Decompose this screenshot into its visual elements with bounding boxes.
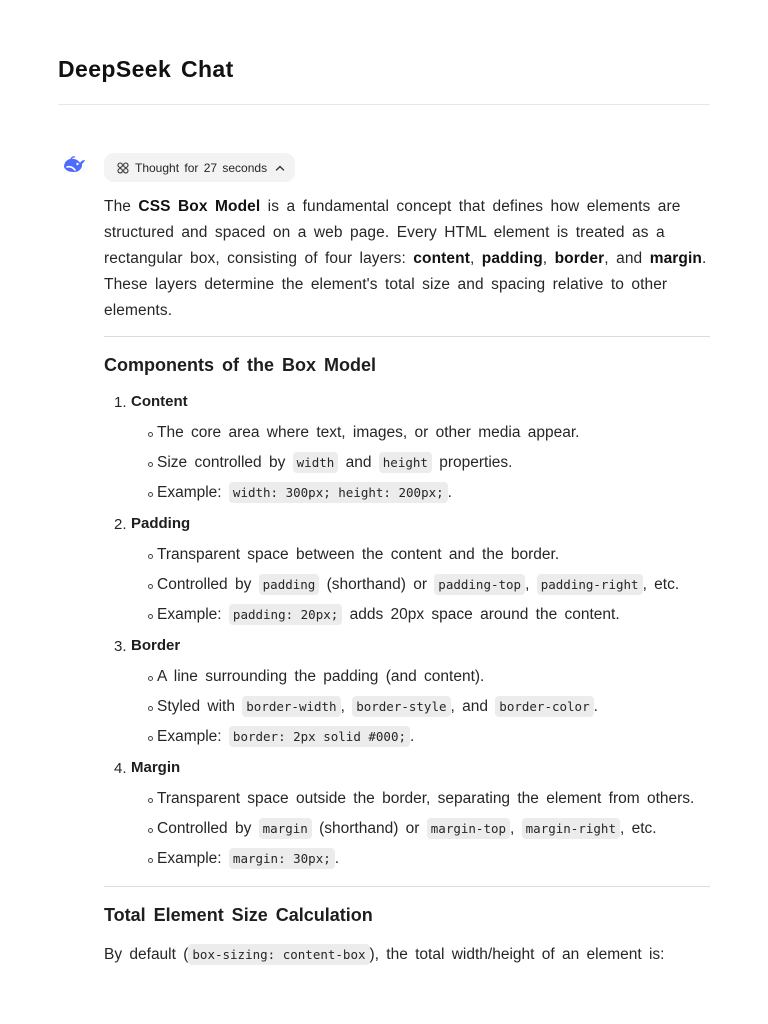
text-segment: . These layers determine the element's total size and spacing relative to other elements. xyxy=(104,250,707,319)
bullet-item xyxy=(104,692,710,722)
inline-code: height xyxy=(379,452,432,473)
chevron-up-icon xyxy=(275,164,285,172)
inline-code: margin: 30px; xyxy=(229,848,335,869)
text-segment: , and xyxy=(450,698,496,715)
text-segment: is a fundamental concept that defines how elements are structured and spaced on a web page. Every HTML element is treated as a rectangular box, consisting of four layers: xyxy=(104,198,681,267)
text-segment: A line surrounding the padding (and content). xyxy=(157,668,485,685)
component-item xyxy=(104,512,710,630)
component-title: Border xyxy=(131,637,181,654)
text-segment: . xyxy=(334,850,340,867)
inline-code: width xyxy=(293,452,339,473)
inline-code: border-width xyxy=(242,696,340,717)
bullet-item xyxy=(104,540,710,570)
section-heading-components: Components of the Box Model xyxy=(104,355,376,375)
list-number: 3. xyxy=(114,638,127,655)
text-segment: Controlled by xyxy=(157,576,259,593)
bullet-item xyxy=(104,814,710,844)
assistant-message xyxy=(104,194,710,968)
inline-code: padding-top xyxy=(434,574,525,595)
bold-term: content xyxy=(413,250,470,267)
text-segment: Styled with xyxy=(157,698,243,715)
bold-term: margin xyxy=(649,250,702,267)
section-divider xyxy=(104,886,710,887)
component-title: Padding xyxy=(131,515,191,532)
text-segment: , etc. xyxy=(642,576,680,593)
text-segment: , etc. xyxy=(619,820,657,837)
text-segment: Example: xyxy=(157,606,229,623)
bullet-list xyxy=(104,662,710,752)
bullet-item xyxy=(104,600,710,630)
text-segment: The core area where text, images, or other media appear. xyxy=(157,424,580,441)
text-segment: and xyxy=(338,454,379,471)
bold-term: border xyxy=(554,250,605,267)
bullet-list xyxy=(104,784,710,874)
text-segment: , xyxy=(510,820,522,837)
inline-code: border: 2px solid #000; xyxy=(229,726,410,747)
bullet-list xyxy=(104,540,710,630)
component-item xyxy=(104,390,710,508)
text-segment: . xyxy=(593,698,598,715)
text-segment: Example: xyxy=(157,484,229,501)
inline-code: padding: 20px; xyxy=(229,604,342,625)
text-segment: Example: xyxy=(157,728,229,745)
bullet-list xyxy=(104,418,710,508)
thought-process-icon xyxy=(117,162,129,174)
inline-code: box-sizing: content-box xyxy=(188,944,369,965)
intro-paragraph xyxy=(104,194,710,324)
component-item xyxy=(104,634,710,752)
text-segment: By default ( xyxy=(104,946,189,963)
thought-label: Thought for 27 seconds xyxy=(135,160,268,175)
bold-term: padding xyxy=(481,250,543,267)
text-segment: , xyxy=(542,250,555,267)
inline-code: margin-top xyxy=(427,818,510,839)
text-segment: , and xyxy=(604,250,650,267)
bullet-item xyxy=(104,844,710,874)
text-segment: Example: xyxy=(157,850,229,867)
text-segment: , xyxy=(340,698,353,715)
text-segment: (shorthand) or xyxy=(311,820,427,837)
text-segment: Controlled by xyxy=(157,820,259,837)
text-segment: , xyxy=(469,250,482,267)
components-list xyxy=(104,390,710,874)
bullet-item xyxy=(104,662,710,692)
text-segment: adds 20px space around the content. xyxy=(342,606,620,623)
bullet-item xyxy=(104,448,710,478)
inline-code: width: 300px; height: 200px; xyxy=(229,482,448,503)
bullet-item xyxy=(104,784,710,814)
text-segment: . xyxy=(447,484,452,501)
bullet-item xyxy=(104,418,710,448)
inline-code: padding-right xyxy=(537,574,643,595)
header-divider xyxy=(58,104,710,105)
inline-code: padding xyxy=(259,574,320,595)
bullet-item xyxy=(104,478,710,508)
text-segment: Transparent space outside the border, separating the element from others. xyxy=(157,790,695,807)
list-number: 2. xyxy=(114,516,127,533)
total-size-paragraph xyxy=(104,942,710,968)
inline-code: margin xyxy=(259,818,312,839)
bullet-item xyxy=(104,722,710,752)
deepseek-whale-icon xyxy=(61,154,87,178)
text-segment: ), the total width/height of an element is: xyxy=(369,946,665,963)
text-segment: Size controlled by xyxy=(157,454,293,471)
text-segment: The xyxy=(104,198,139,215)
text-segment: properties. xyxy=(431,454,513,471)
component-title: Margin xyxy=(131,759,181,776)
bold-term: CSS Box Model xyxy=(138,198,261,215)
section-divider xyxy=(104,336,710,337)
list-number: 1. xyxy=(114,394,127,411)
component-title: Content xyxy=(131,393,188,410)
text-segment: Transparent space between the content and the border. xyxy=(157,546,560,563)
text-segment: . xyxy=(410,728,415,745)
section-heading-total-size: Total Element Size Calculation xyxy=(104,905,373,925)
text-segment: , xyxy=(525,576,537,593)
component-item xyxy=(104,756,710,874)
thought-toggle-button[interactable] xyxy=(104,153,295,182)
inline-code: margin-right xyxy=(522,818,620,839)
bullet-item xyxy=(104,570,710,600)
list-number: 4. xyxy=(114,760,127,777)
inline-code: border-style xyxy=(352,696,450,717)
inline-code: border-color xyxy=(495,696,593,717)
app-title: DeepSeek Chat xyxy=(58,56,234,82)
text-segment: (shorthand) or xyxy=(319,576,435,593)
